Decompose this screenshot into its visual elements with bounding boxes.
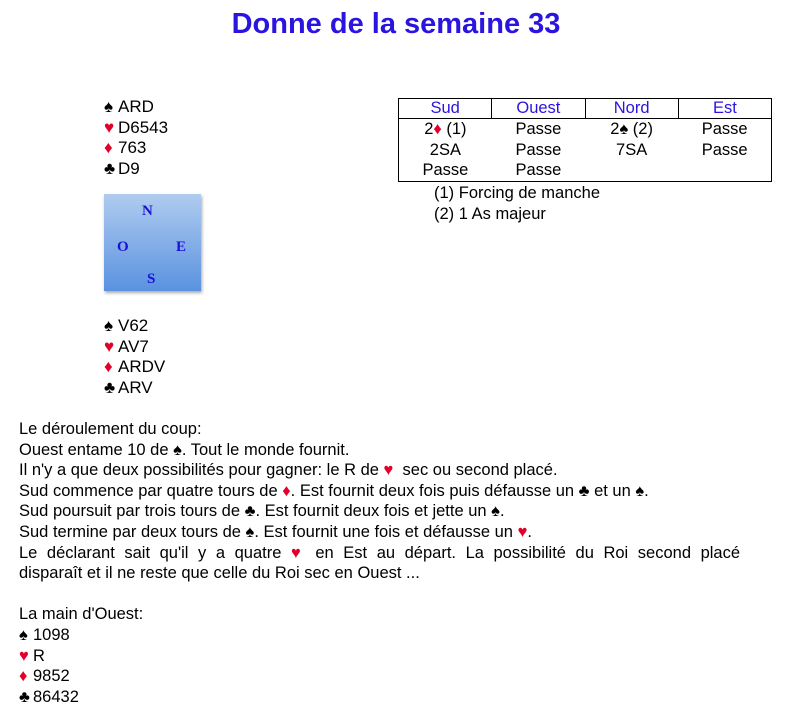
bidding-header-row [399,99,772,119]
narrative-text: Sud termine par deux tours de [19,522,246,541]
club-icon: ♣ [104,377,116,397]
narrative-line [19,460,740,481]
narrative-line [19,543,740,564]
spade-icon: ♠ [619,120,629,138]
bid-cell: Passe [492,160,585,181]
spade-icon: ♠ [173,440,182,459]
narrative-text: . Est fournit deux fois et jette un [255,502,492,521]
spade-icon: ♠ [245,522,255,541]
header-ouest: Ouest [492,99,585,119]
south-spades-cards: V62 [118,316,149,335]
bid-cell [585,160,678,181]
north-hearts [104,118,168,139]
bid-note-ref: (2) [628,120,653,138]
south-hearts-cards: AV7 [118,336,149,356]
heart-icon: ♥ [517,522,528,541]
narrative-line [19,481,740,502]
narrative-line [19,522,740,543]
narrative-text: sec ou second placé. [393,461,558,480]
bidding-note: (1) Forcing de manche [434,184,600,202]
north-clubs-cards: D9 [118,158,140,178]
spade-icon: ♠ [19,625,28,644]
narrative-text: Il n'y a que deux possibilités pour gagner: le R de [19,461,384,480]
bid-cell: Passe [515,140,562,159]
bid-cell [399,119,492,140]
bidding-note: (2) 1 As majeur [434,205,546,223]
compass-box [104,194,201,291]
compass-east: E [176,239,187,255]
spacer [19,584,740,605]
west-hearts [19,646,740,667]
north-diamonds-cards: 763 [118,138,147,157]
bidding-row [399,119,772,140]
bidding-notes [434,183,600,225]
south-hand [104,316,165,398]
heart-icon: ♥ [383,461,394,480]
heart-icon: ♥ [290,543,306,562]
diamond-icon: ♦ [104,138,113,157]
club-icon: ♣ [104,158,116,178]
bidding-row [399,140,772,161]
diamond-icon: ♦ [104,357,113,376]
narrative-line: disparaît et il ne reste que celle du Roi sec en Ouest ... [19,564,420,583]
narrative-text: Sud commence par quatre tours de [19,481,283,500]
west-spades-cards: 1098 [33,625,70,644]
narrative-heading: Le déroulement du coup: [19,420,202,438]
narrative-text: en Est au départ. La possibilité du Roi second placé [305,543,741,562]
bid-level: 2 [424,120,434,138]
narrative-text: . [527,522,532,541]
header-sud: Sud [399,99,492,119]
heart-icon: ♥ [19,646,29,665]
bid-cell: Passe [515,120,562,138]
west-spades [19,625,740,646]
diamond-icon: ♦ [282,481,291,500]
diamond-icon: ♦ [433,120,442,138]
header-est: Est [678,99,771,119]
west-clubs-cards: 86432 [33,687,79,706]
narrative-text: Le déclarant sait qu'il y a quatre [19,543,291,562]
club-icon: ♣ [19,687,30,706]
club-icon: ♣ [244,502,256,521]
narrative-text: et un [589,481,636,500]
west-hand-heading: La main d'Ouest: [19,605,144,624]
north-hand [104,97,168,179]
spade-icon: ♠ [104,97,114,116]
page-title: Donne de la semaine 33 [231,8,561,40]
bid-cell: Passe [678,140,771,161]
narrative-text: . Tout le monde fournit. [181,440,350,459]
bid-cell: 2SA [399,140,492,161]
north-spades-cards: ARD [118,97,154,116]
bid-note-ref: (1) [441,120,467,138]
compass-south: S [147,271,156,287]
compass-north: N [142,203,153,219]
narrative-line [19,440,740,461]
bid-cell: Passe [399,160,492,181]
narrative-text: . [499,502,505,521]
bid-level: 2 [610,120,620,138]
narrative-text: . Est fournit deux fois puis défausse un [290,481,579,500]
narrative-text: . [644,481,649,500]
north-hearts-cards: D6543 [118,117,169,137]
narrative-text: . Est fournit une fois et défausse un [254,522,518,541]
west-hearts-cards: R [33,646,45,665]
south-diamonds [104,357,165,378]
north-diamonds [104,138,168,159]
bidding-row [399,160,772,181]
club-icon: ♣ [578,481,590,500]
north-spades [104,97,168,118]
narrative [19,419,740,707]
bid-cell [678,160,771,181]
bid-cell: Passe [678,119,771,140]
heart-icon: ♥ [104,117,115,137]
bid-cell: 7SA [616,140,648,159]
narrative-text: Sud poursuit par trois tours de [19,502,245,521]
narrative-text: Ouest entame 10 de [19,440,174,459]
diamond-icon: ♦ [19,667,28,686]
spade-icon: ♠ [491,502,500,521]
compass-west: O [117,239,129,255]
header-nord: Nord [585,99,678,119]
south-hearts [104,337,165,358]
bid-cell [585,119,678,140]
west-diamonds-cards: 9852 [33,667,70,686]
north-clubs [104,159,168,180]
narrative-line [19,501,740,522]
west-clubs [19,687,740,708]
west-diamonds [19,666,740,687]
south-clubs [104,378,165,399]
bidding-table [398,98,772,182]
spade-icon: ♠ [635,481,645,500]
heart-icon: ♥ [104,336,115,356]
south-spades [104,316,165,337]
south-clubs-cards: ARV [118,377,153,397]
spade-icon: ♠ [104,316,114,335]
south-diamonds-cards: ARDV [118,357,166,376]
